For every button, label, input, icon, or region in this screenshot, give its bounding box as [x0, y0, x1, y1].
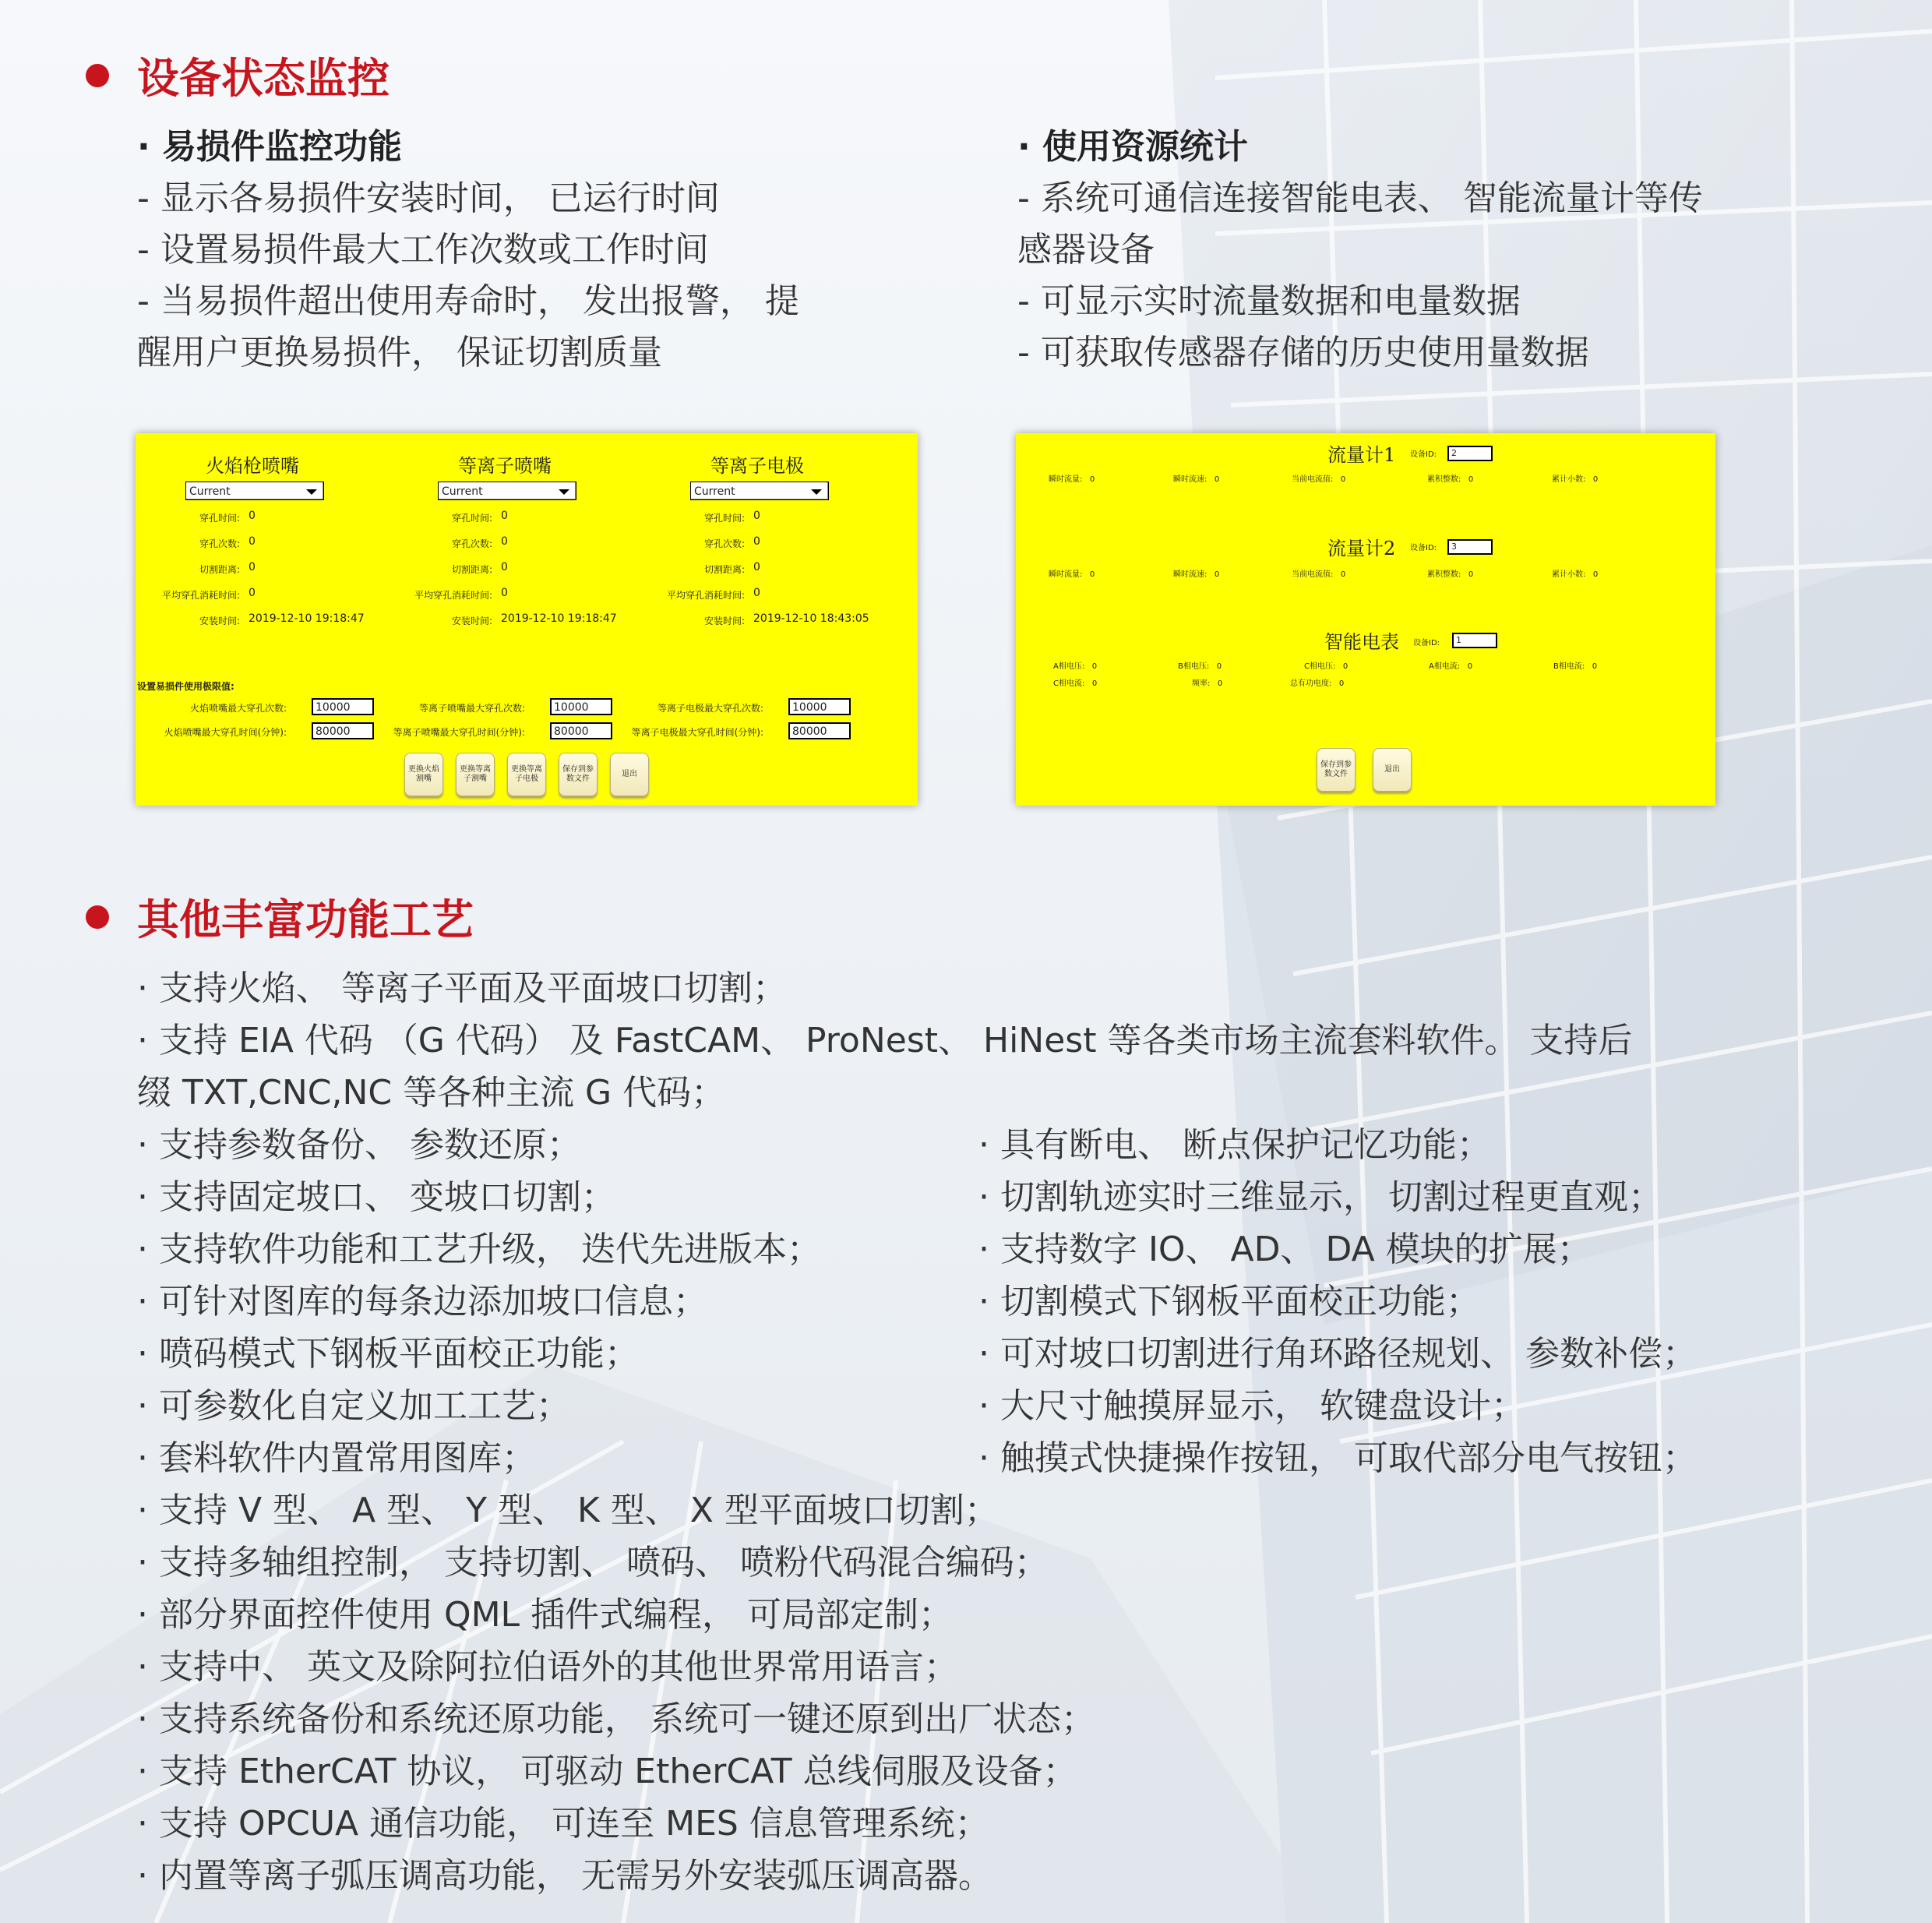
field-label: 穿孔时间: — [703, 513, 745, 524]
exit-button[interactable]: 退出 — [1373, 748, 1412, 792]
field-label: 瞬时流量: — [1049, 475, 1083, 484]
field-label: 累计小数: — [1552, 570, 1586, 579]
limit-input[interactable]: 80000 — [788, 722, 851, 739]
exit-button[interactable]: 退出 — [610, 753, 649, 796]
column-title-flame-nozzle: 火焰枪喷嘴 — [206, 455, 299, 477]
field-label: 累积整数: — [1427, 475, 1461, 484]
feature-line: · 支持多轴组控制， 支持切割、 喷码、 喷粉代码混合编码； — [137, 1543, 1049, 1583]
field-label: 穿孔次数: — [451, 538, 492, 549]
field-value: 0 — [249, 561, 256, 573]
feature-line: · 支持火焰、 等离子平面及平面坡口切割； — [137, 969, 787, 1008]
dropdown-arrow-icon — [306, 489, 317, 495]
wear-parts-line: - 设置易损件最大工作次数或工作时间 — [137, 230, 709, 270]
field-label: 平均穿孔消耗时间: — [161, 590, 240, 601]
field-value: 0 — [1217, 679, 1223, 688]
field-label: 平均穿孔消耗时间: — [414, 590, 492, 601]
field-value: 0 — [1340, 475, 1346, 484]
plasma-nozzle-select[interactable]: Current — [438, 482, 576, 500]
meter1-title: 流量计1 — [1327, 444, 1396, 466]
field-value: 0 — [1216, 662, 1222, 671]
field-label: 穿孔时间: — [451, 513, 492, 524]
meter3-title: 智能电表 — [1324, 631, 1399, 653]
limit-label: 火焰喷嘴最大穿孔次数: — [189, 703, 287, 714]
resource-stats-line: - 系统可通信连接智能电表、 智能流量计等传 — [1017, 178, 1703, 218]
limit-input[interactable]: 80000 — [312, 722, 374, 739]
limit-label: 等离子喷嘴最大穿孔时间(分钟): — [393, 727, 525, 738]
field-value: 0 — [1592, 662, 1598, 671]
section-title-other-features: 其他丰富功能工艺 — [86, 887, 474, 947]
feature-line: · 支持 V 型、 A 型、 Y 型、 K 型、 X 型平面坡口切割； — [137, 1491, 999, 1530]
meter2-id-input[interactable]: 3 — [1447, 539, 1493, 555]
field-label: 穿孔时间: — [199, 513, 240, 524]
meter3-id-input[interactable]: 1 — [1452, 633, 1497, 648]
field-value: 0 — [249, 510, 256, 522]
field-value: 0 — [753, 510, 760, 522]
field-value: 0 — [1089, 475, 1095, 484]
field-label: A相电流: — [1429, 662, 1461, 671]
feature-line: · 大尺寸触摸屏显示， 软键盘设计； — [978, 1386, 1525, 1426]
field-value: 0 — [501, 561, 508, 573]
feature-line: · 支持软件功能和工艺升级， 迭代先进版本； — [137, 1230, 821, 1269]
field-label: 瞬时流速: — [1173, 570, 1208, 579]
dropdown-arrow-icon — [559, 489, 569, 495]
field-value: 0 — [1592, 475, 1599, 484]
feature-line: · 支持数字 IO、 AD、 DA 模块的扩展； — [978, 1230, 1592, 1269]
field-label: 总有功电度: — [1290, 679, 1332, 688]
feature-line: · 具有断电、 断点保护记忆功能； — [978, 1125, 1491, 1165]
red-bullet-icon — [86, 905, 109, 929]
limit-input[interactable]: 10000 — [312, 698, 374, 715]
wear-parts-line: - 显示各易损件安装时间， 已运行时间 — [137, 178, 720, 218]
limit-label: 火焰喷嘴最大穿孔时间(分钟): — [164, 727, 287, 738]
field-label: C相电流: — [1053, 679, 1085, 688]
feature-line: · 切割轨迹实时三维显示， 切割过程更直观； — [978, 1177, 1662, 1217]
feature-line: · 内置等离子弧压调高功能， 无需另外安装弧压调高器。 — [137, 1856, 992, 1896]
feature-line: · 喷码模式下钢板平面校正功能； — [137, 1334, 639, 1374]
field-label: 切割距离: — [199, 564, 240, 575]
field-value: 0 — [1468, 475, 1474, 484]
resource-stats-line: 感器设备 — [1017, 230, 1155, 270]
feature-line: · 可针对图库的每条边添加坡口信息； — [137, 1282, 707, 1321]
column-title-plasma-electrode: 等离子电极 — [710, 455, 804, 477]
field-value: 2019-12-10 18:43:05 — [753, 612, 869, 625]
field-value: 0 — [1214, 570, 1220, 579]
field-label: 穿孔次数: — [703, 538, 745, 549]
resource-stats-heading: · 使用资源统计 — [1017, 127, 1249, 167]
field-value: 0 — [1089, 570, 1095, 579]
wear-parts-line: 醒用户更换易损件， 保证切割质量 — [137, 333, 662, 372]
feature-line: · 支持固定坡口、 变坡口切割； — [137, 1177, 615, 1217]
device-id-label: 设备ID: — [1410, 450, 1437, 459]
flame-nozzle-select[interactable]: Current — [185, 482, 324, 500]
replace-flame-nozzle-button[interactable]: 更换火焰割嘴 — [404, 753, 443, 796]
save-params-button[interactable]: 保存到参数文件 — [559, 753, 598, 796]
wear-parts-heading: · 易损件监控功能 — [137, 127, 403, 167]
feature-line: · 可参数化自定义加工工艺； — [137, 1386, 570, 1426]
replace-plasma-nozzle-button[interactable]: 更换等离子割嘴 — [456, 753, 495, 796]
field-label: 瞬时流量: — [1049, 570, 1083, 579]
field-value: 0 — [501, 587, 508, 599]
resource-stats-line: - 可获取传感器存储的历史使用量数据 — [1017, 333, 1589, 372]
feature-line: · 支持 EtherCAT 协议， 可驱动 EtherCAT 总线伺服及设备； — [137, 1752, 1077, 1791]
field-value: 0 — [1342, 662, 1349, 671]
resource-stats-screenshot — [1016, 433, 1715, 806]
field-value: 0 — [1467, 662, 1473, 671]
section-title-device-monitor: 设备状态监控 — [86, 45, 390, 105]
field-value: 2019-12-10 19:18:47 — [501, 612, 617, 625]
save-params-button[interactable]: 保存到参数文件 — [1317, 748, 1356, 792]
resource-stats-line: - 可显示实时流量数据和电量数据 — [1017, 281, 1521, 321]
limit-label: 等离子电极最大穿孔次数: — [657, 703, 763, 714]
field-value: 0 — [1340, 570, 1346, 579]
field-value: 0 — [753, 561, 760, 573]
field-value: 0 — [501, 535, 508, 548]
field-label: 穿孔次数: — [199, 538, 240, 549]
feature-line: · 部分界面控件使用 QML 插件式编程， 可局部定制； — [137, 1595, 954, 1635]
feature-line: · 支持参数备份、 参数还原； — [137, 1125, 581, 1165]
field-label: 安装时间: — [199, 616, 240, 626]
field-value: 0 — [753, 535, 760, 548]
meter1-id-input[interactable]: 2 — [1447, 446, 1493, 461]
wear-parts-line: - 当易损件超出使用寿命时， 发出报警， 提 — [137, 281, 799, 321]
replace-plasma-electrode-button[interactable]: 更换等离子电极 — [507, 753, 546, 796]
field-label: 累计小数: — [1552, 475, 1586, 484]
field-value: 0 — [1091, 662, 1098, 671]
field-value: 2019-12-10 19:18:47 — [249, 612, 365, 625]
feature-line: 缀 TXT,CNC,NC 等各种主流 G 代码； — [137, 1073, 726, 1113]
field-value: 0 — [753, 587, 760, 599]
wear-parts-screenshot — [136, 433, 918, 806]
limit-label: 等离子电极最大穿孔时间(分钟): — [631, 727, 763, 738]
field-value: 0 — [249, 535, 256, 548]
field-label: B相电压: — [1178, 662, 1210, 671]
field-value: 0 — [1592, 570, 1599, 579]
feature-line: · 触摸式快捷操作按钮， 可取代部分电气按钮； — [978, 1438, 1697, 1478]
field-label: 安装时间: — [451, 616, 492, 626]
device-id-label: 设备ID: — [1413, 639, 1440, 647]
limits-title: 设置易损件使用极限值: — [137, 681, 234, 692]
limit-label: 等离子喷嘴最大穿孔次数: — [418, 703, 525, 714]
device-id-label: 设备ID: — [1410, 544, 1437, 552]
field-value: 0 — [1214, 475, 1220, 484]
column-title-plasma-nozzle: 等离子喷嘴 — [458, 455, 552, 477]
field-label: 累积整数: — [1427, 570, 1461, 579]
feature-line: · 可对坡口切割进行角环路径规划、 参数补偿； — [978, 1334, 1697, 1374]
field-value: 0 — [1338, 679, 1345, 688]
field-label: 切割距离: — [703, 564, 745, 575]
field-label: 频率: — [1192, 679, 1211, 688]
meter2-title: 流量计2 — [1327, 538, 1396, 559]
field-value: 0 — [1468, 570, 1474, 579]
feature-line: · 支持系统备份和系统还原功能， 系统可一键还原到出厂状态； — [137, 1699, 1095, 1739]
field-label: 当前电流值: — [1292, 475, 1334, 484]
feature-line: · 切割模式下钢板平面校正功能； — [978, 1282, 1480, 1321]
field-label: 切割距离: — [451, 564, 492, 575]
field-label: C相电压: — [1304, 662, 1336, 671]
field-label: 平均穿孔消耗时间: — [666, 590, 745, 601]
red-bullet-icon — [86, 64, 109, 87]
field-label: A相电压: — [1053, 662, 1085, 671]
field-label: 安装时间: — [703, 616, 745, 626]
dropdown-arrow-icon — [811, 489, 822, 495]
limit-input[interactable]: 80000 — [550, 722, 612, 739]
limit-input[interactable]: 10000 — [788, 698, 851, 715]
field-label: 瞬时流速: — [1173, 475, 1208, 484]
field-value: 0 — [501, 510, 508, 522]
plasma-electrode-select[interactable]: Current — [690, 482, 829, 500]
limit-input[interactable]: 10000 — [550, 698, 612, 715]
feature-line: · 套料软件内置常用图库； — [137, 1438, 536, 1478]
field-value: 0 — [249, 587, 256, 599]
feature-line: · 支持 OPCUA 通信功能， 可连至 MES 信息管理系统； — [137, 1804, 989, 1844]
field-value: 0 — [1091, 679, 1098, 688]
feature-line: · 支持 EIA 代码 （G 代码） 及 FastCAM、 ProNest、 HiNest 等各类市场主流套料软件。 支持后 — [137, 1021, 1633, 1060]
field-label: B相电流: — [1553, 662, 1585, 671]
feature-line: · 支持中、 英文及除阿拉伯语外的其他世界常用语言； — [137, 1647, 958, 1687]
field-label: 当前电流值: — [1292, 570, 1334, 579]
